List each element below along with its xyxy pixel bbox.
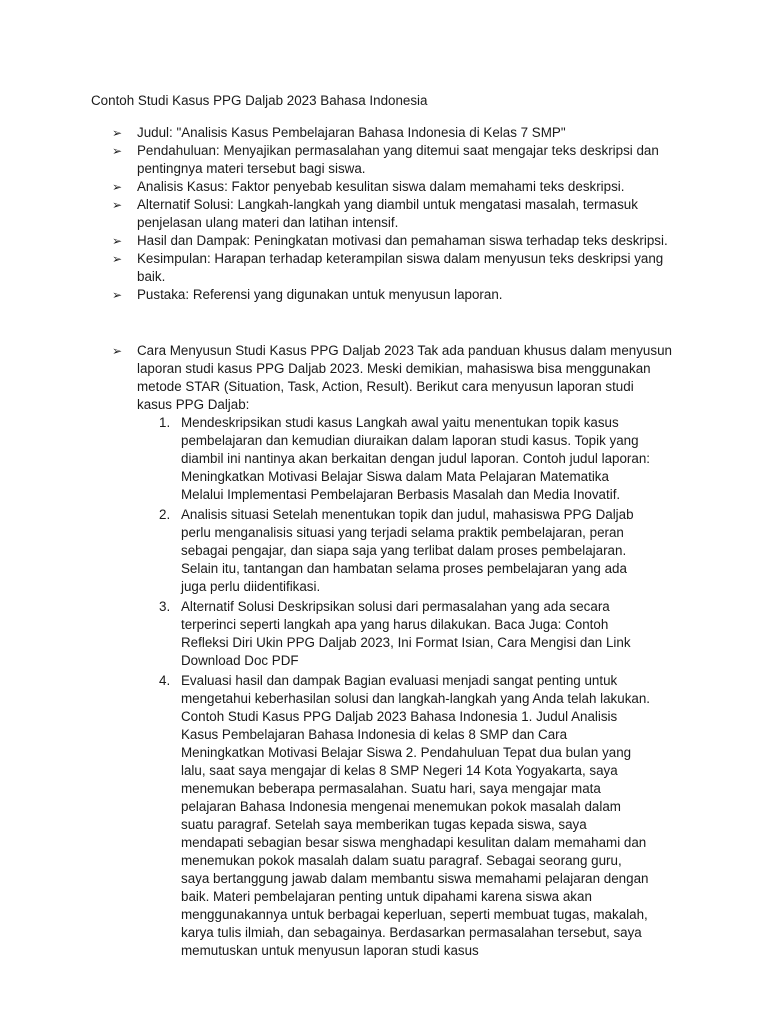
list-item-text: Hasil dan Dampak: Peningkatan motivasi dan pemahaman siswa terhadap teks deskripsi. (137, 233, 668, 248)
list-item (112, 196, 672, 232)
list-item-text: Pendahuluan: Menyajikan permasalahan yang ditemui saat mengajar teks deskripsi dan pentingnya materi tersebut bagi siswa. (137, 143, 659, 176)
list-item (112, 250, 672, 286)
arrow-bullet-icon: ➢ (112, 344, 123, 358)
arrow-bullet-icon: ➢ (112, 198, 123, 212)
step-number: 4. (159, 673, 171, 688)
list-item-text: Pustaka: Referensi yang digunakan untuk menyusun laporan. (137, 287, 503, 302)
arrow-bullet-icon: ➢ (112, 288, 123, 302)
arrow-bullet-icon: ➢ (112, 126, 123, 140)
arrow-bullet-icon: ➢ (112, 144, 123, 158)
list-item (112, 232, 672, 250)
step-number: 2. (159, 507, 171, 522)
section-intro-item (112, 342, 672, 414)
list-item-text: Analisis Kasus: Faktor penyebab kesulitan siswa dalam memahami teks deskripsi. (137, 179, 625, 194)
step-text: Mendeskripsikan studi kasus Langkah awal yaitu menentukan topik kasus pembelajaran dan kemudian diuraikan dalam laporan studi kasus. Topik yang diambil ini nantinya akan berkaitan dengan judul laporan. Contoh judul laporan: Meningkatkan Motivasi Belajar Siswa dalam Mata Pelajaran Matematika Melalui Implementasi Pembelajaran Berbasis Masalah dan Media Inovatif. (181, 415, 650, 502)
list-item-text: Alternatif Solusi: Langkah-langkah yang diambil untuk mengatasi masalah, termasuk penjelasan ulang materi dan latihan intensif. (137, 197, 638, 230)
list-item-text: Judul: "Analisis Kasus Pembelajaran Bahasa Indonesia di Kelas 7 SMP" (137, 125, 566, 140)
step-text: Analisis situasi Setelah menentukan topik dan judul, mahasiswa PPG Daljab perlu menganalisis situasi yang terjadi selama praktik pembelajaran, peran sebagai pengajar, dan siapa saja yang terlibat dalam proses pembelajaran. Selain itu, tantangan dan hambatan selama proses pembelajaran yang ada juga perlu diidentifikasi. (181, 507, 634, 594)
list-item-text: Kesimpulan: Harapan terhadap keterampilan siswa dalam menyusun teks deskripsi yang baik. (137, 251, 664, 284)
step-item (156, 598, 652, 670)
step-text: Evaluasi hasil dan dampak Bagian evaluasi menjadi sangat penting untuk mengetahui keberhasilan solusi dan langkah-langkah yang Anda telah lakukan. Contoh Studi Kasus PPG Daljab 2023 Bahasa Indonesia 1. Judul Analisis Kasus Pembelajaran Bahasa Indonesia di kelas 8 SMP dan Cara Meningkatkan Motivasi Belajar Siswa 2. Pendahuluan Tepat dua bulan yang lalu, saat saya mengajar di kelas 8 SMP Negeri 14 Kota Yogyakarta, saya menemukan beberapa permasalahan. Suatu hari, saya mengajar mata pelajaran Bahasa Indonesia mengenai menemukan pokok masalah dalam suatu paragraf. Setelah saya memberikan tugas kepada siswa, saya mendapati sebagian besar siswa menghadapi kesulitan dalam memahami dan menemukan pokok masalah dalam suatu paragraf. Sebagai seorang guru, saya bertanggung jawab dalam membantu siswa memahami pelajaran dengan baik. Materi pembelajaran penting untuk dipahami karena siswa akan menggunakannya untuk berbagai keperluan, seperti membuat tugas, makalah, karya tulis ilmiah, dan sebagainya. Berdasarkan permasalahan tersebut, saya memutuskan untuk menyusun laporan studi kasus (181, 673, 651, 958)
bullet-list (112, 124, 672, 304)
step-number: 3. (159, 599, 171, 614)
step-number: 1. (159, 415, 171, 430)
arrow-bullet-icon: ➢ (112, 180, 123, 194)
section-intro-text: Cara Menyusun Studi Kasus PPG Daljab 2023 Tak ada panduan khusus dalam menyusun laporan studi kasus PPG Daljab 2023. Meski demikian, mahasiswa bisa menggunakan metode STAR (Situation, Task, Action, Result). Berikut cara menyusun laporan studi kasus PPG Daljab: (137, 343, 672, 412)
arrow-bullet-icon: ➢ (112, 234, 123, 248)
list-item (112, 178, 672, 196)
step-item (156, 672, 652, 960)
document-title: Contoh Studi Kasus PPG Daljab 2023 Bahasa Indonesia (91, 93, 428, 108)
arrow-bullet-icon: ➢ (112, 252, 123, 266)
list-item (112, 142, 672, 178)
step-item (156, 414, 652, 504)
list-item (112, 286, 672, 304)
howto-section (112, 342, 672, 414)
list-item (112, 124, 672, 142)
steps-list (156, 414, 652, 962)
step-text: Alternatif Solusi Deskripsikan solusi dari permasalahan yang ada secara terperinci seperti langkah apa yang harus dilakukan. Baca Juga: Contoh Refleksi Diri Ukin PPG Daljab 2023, Ini Format Isian, Cara Mengisi dan Link Download Doc PDF (181, 599, 631, 668)
step-item (156, 506, 652, 596)
